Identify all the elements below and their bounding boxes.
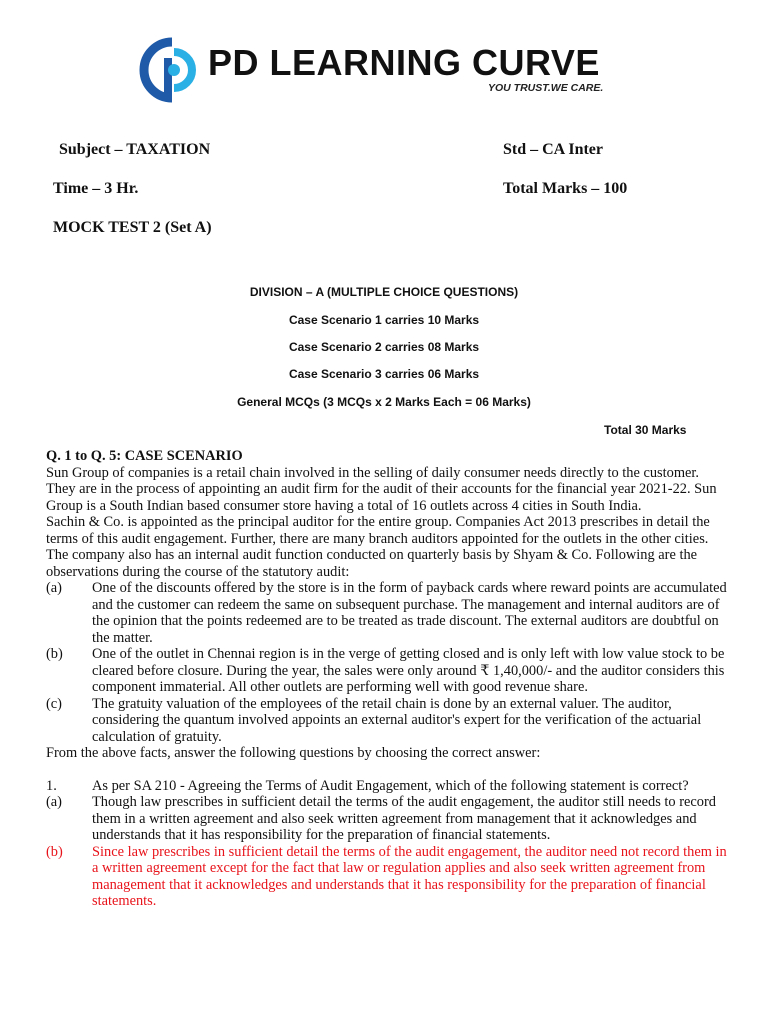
general-mcq-line: General MCQs (3 MCQs x 2 Marks Each = 06 Marks)	[237, 395, 531, 409]
spacer	[46, 762, 730, 778]
option-label: (b)	[46, 843, 63, 860]
case-heading: Q. 1 to Q. 5: CASE SCENARIO	[46, 448, 243, 464]
observation-text: One of the discounts offered by the store is in the form of payback cards where reward points are accumulated and the customer can redeem the same on subsequent purchase. The management and internal auditors are of the opinion that the points redeemed are to be treated as trade discount. The external auditors are doubtful on the matter.	[92, 580, 727, 646]
option-text: Though law prescribes in sufficient detail the terms of the audit engagement, the auditor still needs to record them in a written agreement and also seek written agreement from management that it acknowledges and understands that it has responsibility for the preparation of financial statements.	[92, 794, 716, 843]
observation-c	[46, 696, 730, 746]
brand-tagline: YOU TRUST.WE CARE.	[488, 82, 604, 94]
option-label: (a)	[46, 794, 62, 810]
logo	[138, 30, 618, 110]
question-text: As per SA 210 - Agreeing the Terms of Audit Engagement, which of the following statement is correct?	[92, 777, 689, 794]
option-a	[46, 794, 730, 844]
question-number: 1.	[46, 777, 57, 794]
question-body	[46, 448, 730, 910]
time-label: Time – 3 Hr.	[53, 180, 139, 197]
case-instruction: From the above facts, answer the following questions by choosing the correct answer:	[46, 745, 541, 761]
observation-text: The gratuity valuation of the employees of the retail chain is done by an external valuer. The auditor, considering the quantum involved appoints an external auditor's expert for the verification of the actuarial calculation of gratuity.	[92, 695, 702, 745]
option-text: Since law prescribes in sufficient detail the terms of the audit engagement, the auditor need not record them in a written agreement except for the fact that law or regulation applies and also seek written agreement from management that it acknowledges and understands that it has responsibility for the preparation of financial statements.	[92, 843, 727, 909]
case-paragraph-1: Sun Group of companies is a retail chain involved in the selling of daily consumer needs directly to the customer. They are in the process of appointing an audit firm for the audit of their accounts for the financial year 2021-22. Sun Group is a South Indian based consumer store having a total of 16 outlets across 4 cities in South India.	[46, 464, 717, 514]
brand-title: PD LEARNING CURVE	[208, 42, 600, 83]
subject-label: Subject – TAXATION	[59, 141, 211, 158]
observation-a	[46, 580, 730, 646]
question-1	[46, 778, 730, 795]
scenario-line-3: Case Scenario 3 carries 06 Marks	[288, 367, 480, 381]
observation-label: (c)	[46, 695, 62, 712]
observation-label: (b)	[46, 646, 63, 662]
case-paragraph-2: Sachin & Co. is appointed as the principal auditor for the entire group. Companies Act 2013 prescribes in detail the terms of this audit engagement. Further, there are many branch auditors appointed for the outlets in the other cities. The company also has an internal audit function conducted on quarterly basis by Shyam & Co. Following are the observations during the course of the statutory audit:	[46, 514, 710, 580]
option-b-correct	[46, 844, 730, 910]
observation-b	[46, 646, 730, 696]
pd-logo-icon	[138, 34, 202, 106]
scenario-line-2: Case Scenario 2 carries 08 Marks	[288, 340, 480, 354]
scenario-line-1: Case Scenario 1 carries 10 Marks	[288, 313, 480, 327]
mock-test-title: MOCK TEST 2 (Set A)	[53, 219, 212, 236]
observation-text: One of the outlet in Chennai region is in the verge of getting closed and is only left with low value stock to be cleared before closure. During the year, the sales were only around ₹ 1,40,000/- and the auditor considers this component immaterial. All other outlets are performing well with good revenue share.	[92, 646, 725, 695]
std-label: Std – CA Inter	[503, 141, 604, 158]
division-total: Total 30 Marks	[604, 423, 687, 437]
division-title: DIVISION – A (MULTIPLE CHOICE QUESTIONS)	[249, 285, 519, 299]
total-marks-label: Total Marks – 100	[503, 180, 628, 197]
observation-label: (a)	[46, 580, 62, 596]
